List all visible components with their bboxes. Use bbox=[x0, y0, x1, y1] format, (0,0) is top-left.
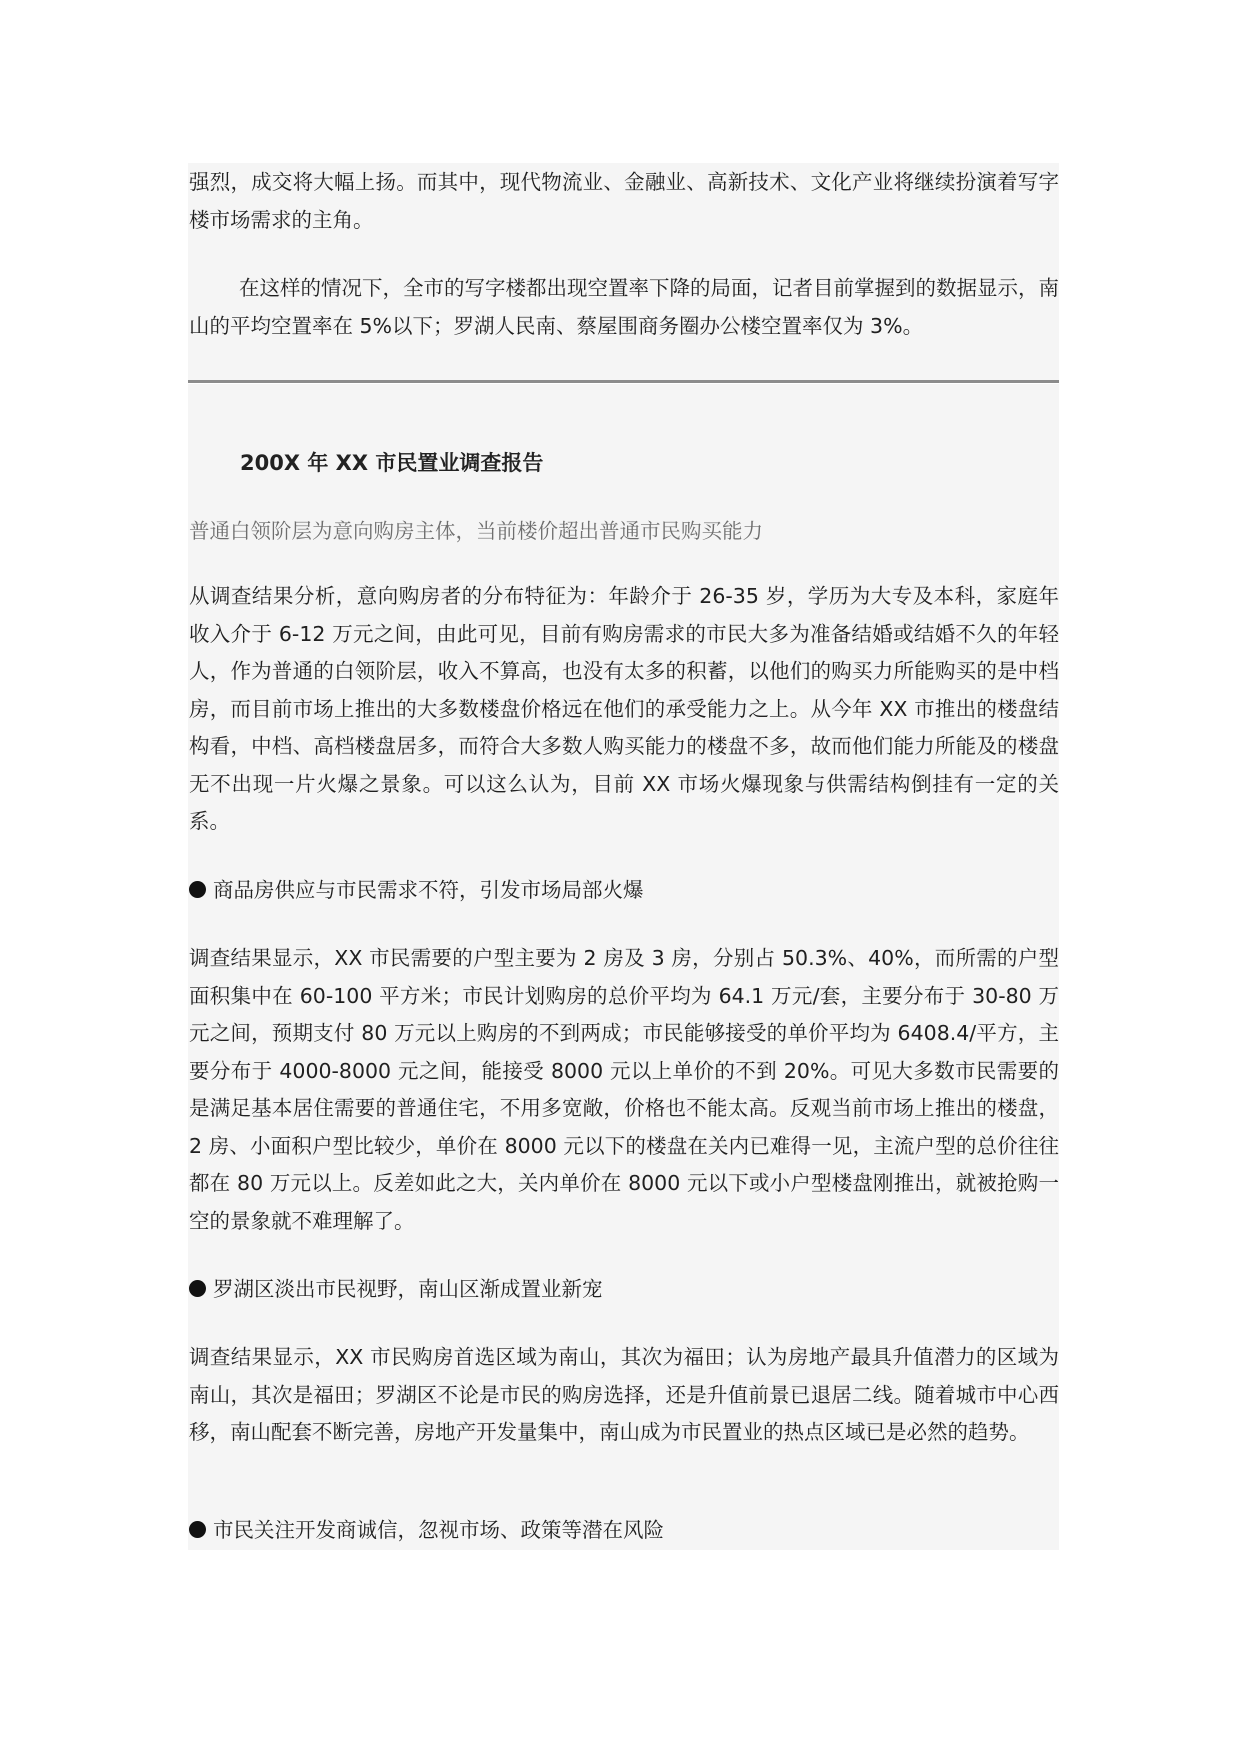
top-paragraph-2: 在这样的情况下，全市的写字楼都出现空置率下降的局面，记者目前掌握到的数据显示，南山的平均空置率在 5%以下；罗湖人民南、蔡屋围商务圈办公楼空置率仅为 3%。 bbox=[189, 276, 1059, 338]
top-paragraph-1: 强烈，成交将大幅上扬。而其中，现代物流业、金融业、高新技术、文化产业将继续扮演着写字楼市场需求的主角。 bbox=[189, 170, 1059, 232]
bullet-1-paragraph: 调查结果显示，XX 市民需要的户型主要为 2 房及 3 房，分别占 50.3%、40%，而所需的户型面积集中在 60-100 平方米；市民计划购房的总价平均为 64.1 万元/套，主要分布于 30-80 万元之间，预期支付 80 万元以上购房的不到两成；市民能够接受的单价平均为 6408.4/平方，主要分布于 4000-8000 元之间，能接受 8000 元以上单价的不到 20%。可见大多数市民需要的是满足基本居住需要的普通住宅，不用多宽敞，价格也不能太高。反观当前市场上推出的楼盘，2 房、小面积户型比较少，单价在 8000 元以下的楼盘在关内已难得一见，主流户型的总价往往都在 80 万元以上。反差如此之大，关内单价在 8000 元以下或小户型楼盘刚推出，就被抢购一空的景象就不难理解了。 bbox=[189, 946, 1059, 1233]
bullet-heading-2 bbox=[189, 1271, 603, 1309]
bullet-heading-1 bbox=[189, 872, 644, 910]
bullet-dot-icon bbox=[189, 881, 206, 898]
bullet-2-paragraph: 调查结果显示，XX 市民购房首选区域为南山，其次为福田；认为房地产最具升值潜力的区域为南山，其次是福田；罗湖区不论是市民的购房选择，还是升值前景已退居二线。随着城市中心西移，南山配套不断完善，房地产开发量集中，南山成为市民置业的热点区域已是必然的趋势。 bbox=[189, 1345, 1059, 1444]
bullet-heading-3-text: 市民关注开发商诚信，忽视市场、政策等潜在风险 bbox=[213, 1518, 664, 1542]
report-subtitle: 普通白领阶层为意向购房主体，当前楼价超出普通市民购买能力 bbox=[189, 519, 763, 543]
bullet-dot-icon bbox=[189, 1280, 206, 1297]
bullet-heading-2-text: 罗湖区淡出市民视野，南山区渐成置业新宠 bbox=[213, 1277, 603, 1301]
report-title: 200X 年 XX 市民置业调查报告 bbox=[240, 451, 544, 475]
bullet-dot-icon bbox=[189, 1521, 206, 1538]
section-divider bbox=[188, 380, 1059, 383]
bullet-heading-3 bbox=[189, 1512, 664, 1550]
report-intro-paragraph: 从调查结果分析，意向购房者的分布特征为：年龄介于 26-35 岁，学历为大专及本科，家庭年收入介于 6-12 万元之间，由此可见，目前有购房需求的市民大多为准备结婚或结婚不久的年轻人，作为普通的白领阶层，收入不算高，也没有太多的积蓄，以他们的购买力所能购买的是中档房，而目前市场上推出的大多数楼盘价格远在他们的承受能力之上。从今年 XX 市推出的楼盘结构看，中档、高档楼盘居多，而符合大多数人购买能力的楼盘不多，故而他们能力所能及的楼盘无不出现一片火爆之景象。可以这么认为，目前 XX 市场火爆现象与供需结构倒挂有一定的关系。 bbox=[189, 584, 1059, 833]
bullet-heading-1-text: 商品房供应与市民需求不符，引发市场局部火爆 bbox=[213, 878, 644, 902]
